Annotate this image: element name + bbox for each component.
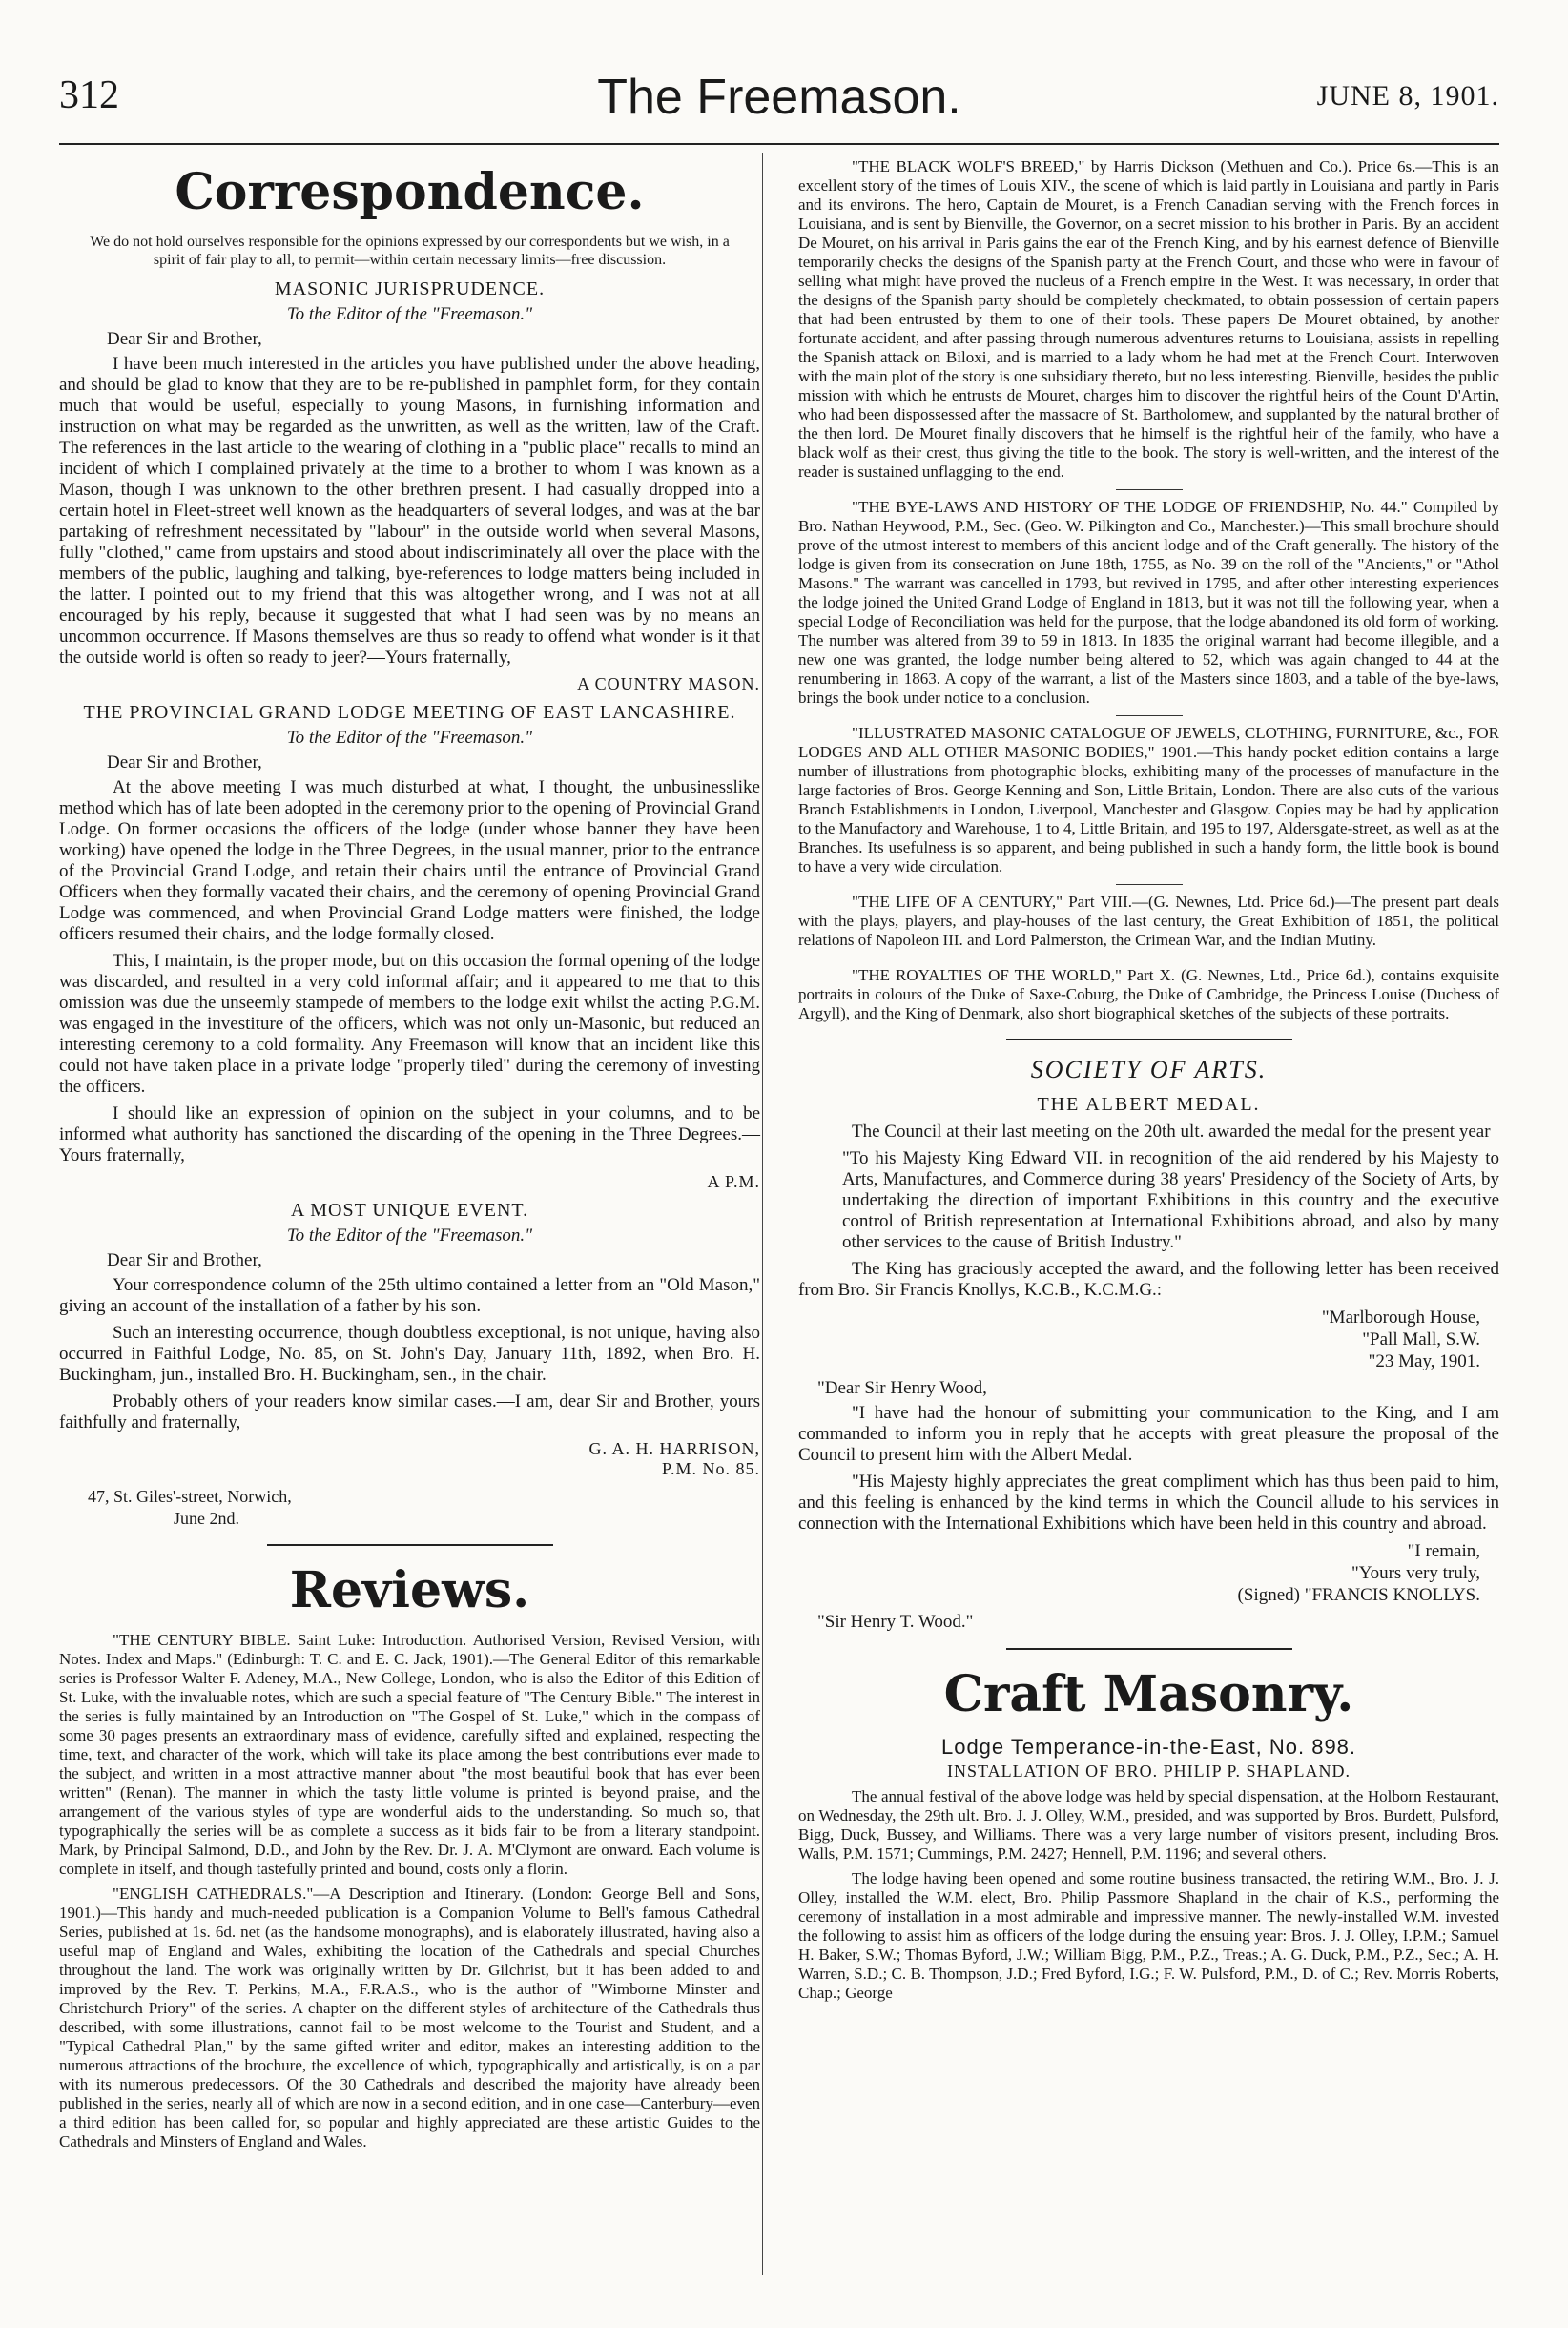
address-line: "Marlborough House,	[1321, 1308, 1480, 1328]
letter-close	[798, 1540, 1480, 1606]
letter-2-paragraph: At the above meeting I was much disturbed at what, I thought, the unbusinesslike method which has of late been adopted in the ceremony prior to the opening of Provincial Grand Lodge. On former occasions the officers of the lodge (under whose banner they have been working) have opened the lodge in the Three Degrees, in the usual manner, prior to the entrance of the Provincial Grand Lodge, and retain their chairs until the entrance of Provincial Grand Officers when they formally vacated their chairs, and the ceremony of opening Provincial Grand Lodge was commenced, and when Provincial Grand Lodge matters were finished, the lodge officers resumed their chairs, and the lodge formally closed.	[59, 777, 760, 944]
address-line: "Pall Mall, S.W.	[1362, 1329, 1480, 1349]
letter-1-salutation: Dear Sir and Brother,	[107, 329, 262, 349]
lodge-title: Lodge Temperance-in-the-East, No. 898.	[940, 1735, 1357, 1759]
letter-3-salutation: Dear Sir and Brother,	[107, 1250, 262, 1270]
letter-2-signature: A P.M.	[707, 1172, 760, 1191]
review-item: "THE BLACK WOLF'S BREED," by Harris Dickson (Methuen and Co.). Price 6s.—This is an excellent story of the times of Louis XIV., the scene of which is laid partly in Louisiana and partly in Paris and its environs. The hero, Captain de Mouret, is a French Canadian serving with the French forces in Louisiana, and is sent by Bienville, the Governor, on a secret mission to his brother in Paris. By an accident De Mouret, on his arrival in Paris gains the ear of the French King, and by his earnest defence of Bienville temporarily checks the designs of the Spanish party at the French Court, and those who were in favour of selling what might have proved the nucleus of a French empire in the West. It was necessary, in order that the designs of the Spanish party should be completely checkmated, to obtain possession of certain papers that had been entrusted by them to one of their tools. These papers De Mouret obtained, by another fortunate accident, and after passing through numerous adventures returns to Louisiana, assists in repelling the Spanish attack on Biloxi, and is married to a lady whom he had met at the French Court. Interwoven with the main plot of the story is one subsidiary thereto, but no less interesting. Bienville, besides the public mission with which he entrusts de Mouret, charges him to discover the rightful heirs of the Count D'Artin, who had been dispossessed after the massacre of St. Bartholomew, and supplanted by the natural brother of the then lord. De Mouret finally discovers that he himself is the rightful heir of the family, who have a black wolf as their crest, thus giving the title to the book. The story is well-written, and the interest of the reader is sustained unflagging to the end.	[798, 157, 1499, 481]
review-item: "THE CENTURY BIBLE. Saint Luke: Introduction. Authorised Version, Revised Version, with Notes. Index and Maps." (Edinburgh: T. C. and E. C. Jack, 1901).—The General Editor of this remarkable series is Professor Walter F. Adeney, M.A., New College, London, who is also the Editor of this Edition of St. Luke, with the invaluable notes, which are such a special feature of "The Century Bible." The interest in the series is fully maintained by an Introduction on "The Gospel of St. Luke," which in the compass of some 30 pages presents an extraordinary mass of evidence, carefully sifted and explained, respecting the time, text, and character of the work, which will take its place among the best contributions ever made to the subject, and written in a most attractive manner about "the most beautiful book that has ever been written" (Renan). The manner in which the tasty little volume is printed is beyond praise, and the arrangement of the various styles of type are wonderful aids to the understanding. So much so, that typographically the series will be as complete a success as it bids fair to be from a literary standpoint. Mark, by Principal Salmond, D.D., and John by the Rev. Dr. J. A. M'Clymont are onward. Each volume is complete in itself, and though tastefully printed and bound, costs only a florin.	[59, 1631, 760, 1878]
review-item: "THE ROYALTIES OF THE WORLD," Part X. (G. Newnes, Ltd., Price 6d.), contains exquisite portraits in colours of the Duke of Saxe-Coburg, the Duke of Cambridge, the Princess Louise (Duchess of Argyll), and the King of Denmark, also short biographical sketches of the subjects of these portraits.	[798, 966, 1499, 1022]
society-addressee: "Sir Henry T. Wood."	[817, 1612, 974, 1632]
review-item: "THE LIFE OF A CENTURY," Part VIII.—(G. Newnes, Ltd. Price 6d.)—The present part deals with the plays, players, and play-houses of the last century, the Great Exhibition of 1851, the political relations of Napoleon III. and Lord Palmerston, the Crimean War, and the Indian Mutiny.	[798, 893, 1499, 949]
letter-3-paragraph: Probably others of your readers know similar cases.—I am, dear Sir and Brother, yours faithfully and fraternally,	[59, 1391, 760, 1432]
section-rule	[1116, 489, 1183, 490]
left-column	[59, 157, 760, 2157]
letter-2-paragraph: This, I maintain, is the proper mode, but on this occasion the formal opening of the lodge was discarded, and resulted in a very cold informal affair; and it appeared to me that to this omission was due the unseemly stampede of members to the lodge exit whilst the acting P.G.M. was engaged in the investiture of the officers, which was not only un-Masonic, but reduced an interesting ceremony to a cold formality. Any Freemason will know that an incident like this could not have taken place in a private lodge "properly tiled" during the ceremony of investing the officers.	[59, 951, 760, 1097]
letter-1-to: To the Editor of the "Freemason."	[286, 304, 533, 324]
letter-2-title: THE PROVINCIAL GRAND LODGE MEETING OF EAST LANCASHIRE.	[83, 702, 736, 723]
letter-3-signature-line2: P.M. No. 85.	[661, 1459, 760, 1478]
craft-paragraph: The lodge having been opened and some routine business transacted, the retiring W.M., Bro. J. J. Olley, installed the W.M. elect, Bro. Philip Passmore Shapland in the chair of K.S., performing the ceremony of installation in a most admirable and impressive manner. The newly-installed W.M. invested the following to assist him as officers of the lodge during the ensuing year: Bros. J. J. Olley, I.P.M.; Samuel H. Baker, S.W.; Thomas Byford, J.W.; William Bigg, P.M., P.Z., Treas.; A. G. Duck, P.M., P.Z., Sec.; A. H. Warren, S.D.; C. B. Thompson, J.D.; Fred Byford, I.G.; F. W. Pulsford, P.M., D. of C.; Rev. Morris Roberts, Chap.; George	[798, 1869, 1499, 2002]
letter-2-paragraph: I should like an expression of opinion on the subject in your columns, and to be informed what authority has sanctioned the discarding of the opening in the Three Degrees.—Yours fraternally,	[59, 1103, 760, 1165]
section-rule	[1006, 1039, 1292, 1040]
craft-masonry-heading: Craft Masonry.	[943, 1665, 1354, 1723]
section-rule	[1116, 715, 1183, 716]
letter-1-body: I have been much interested in the articles you have published under the above heading, and should be glad to know that they are to be re-published in pamphlet form, for they contain much that would be useful, especially to young Masons, in furnishing information and instruction on what may be regarded as the unwritten, as well as the written, law of the Craft. The references in the last article to the wearing of clothing in a "public place" recalls to mind an incident of which I complained privately at the time to a brother to whom I was known as a Mason, though I was unknown to the other brethren present. I had casually dropped into a certain hotel in Fleet-street well known as the headquarters of several lodges, and was at the bar partaking of refreshment necessitated by "labour" in the outside world when several Masons, fully "clothed," came from upstairs and stood about indiscriminately all over the place with the members of the public, laughing and talking, bye-references to lodge matters being included in the latter. I pointed out to my friend that this was altogether wrong, and I was not at all encouraged by his reply, because it suggested that what I had seen was by no means an uncommon occurrence. If Masons themselves are thus so ready to offend what wonder is it that the outside world is often so ready to jeer?—Yours fraternally,	[59, 354, 760, 668]
letter-3-signature: G. A. H. HARRISON,	[588, 1439, 760, 1458]
letter-address	[798, 1307, 1480, 1372]
letter-3-paragraph: Such an interesting occurrence, though doubtless exceptional, is not unique, having also occurred in Faithful Lodge, No. 85, on St. John's Day, January 11th, 1892, when Bro. H. Buckingham, jun., installed Bro. H. Buckingham, sen., in the chair.	[59, 1323, 760, 1385]
letter-2-salutation: Dear Sir and Brother,	[107, 752, 262, 773]
letter-1-title: MASONIC JURISPRUDENCE.	[274, 278, 546, 299]
society-letter-paragraph: "I have had the honour of submitting your communication to the King, and I am commanded to inform you in reply that he accepts with great pleasure the proposal of the Council to present him with the Albert Medal.	[798, 1403, 1499, 1465]
review-item: "THE BYE-LAWS AND HISTORY OF THE LODGE OF FRIENDSHIP, No. 44." Compiled by Bro. Nathan Heywood, P.M., Sec. (Geo. W. Pilkington and Co., Manchester.)—This small brochure should prove of the utmost interest to members of this ancient lodge and of the Craft generally. The history of the lodge is given from its consecration on June 18th, 1755, as No. 39 on the roll of the "Ancients," or "Athol Masons." The warrant was cancelled in 1793, but revived in 1795, and after other interesting experiences the lodge joined the United Grand Lodge of England in 1813, but it was not till the following year, when a special Lodge of Reconciliation was held for the purpose, that the lodge abandoned its old form of working. The number was altered from 39 to 59 in 1813. In 1835 the original warrant had become illegible, and a new one was granted, the lodge number being altered to 52, which was again changed to 44 at the renumbering in 1863. A copy of the warrant, a list of the Masters since 1803, and a table of the bye-laws, brings the book under notice to a conclusion.	[798, 498, 1499, 707]
close-line: "I remain,	[1407, 1541, 1480, 1561]
society-paragraph: The King has graciously accepted the award, and the following letter has been received from Bro. Sir Francis Knollys, K.C.B., K.C.M.G.:	[798, 1259, 1499, 1300]
society-subheading: THE ALBERT MEDAL.	[1037, 1094, 1261, 1115]
editorial-disclaimer: We do not hold ourselves responsible for the opinions expressed by our correspondents but we wish, in a spirit of fair play to all, to permit—within certain necessary limits—free discussion.	[90, 234, 730, 268]
review-item: "ILLUSTRATED MASONIC CATALOGUE OF JEWELS, CLOTHING, FURNITURE, &c., FOR LODGES AND ALL OTHER MASONIC BODIES," 1901.—This handy pocket edition contains a large number of illustrations from photographic blocks, exhibiting many of the processes of manufacture in the large factories of Bros. George Kenning and Son, Little Britain, London. There are also cuts of the various Branch Establishments in London, Liverpool, Manchester and Glasgow. Copies may be had by application to the Manufactory and Warehouse, 1 to 4, Little Britain, and 195 to 197, Aldersgate-street, as well as at the Branches. Its usefulness is so apparent, and being published in such a handy form, the little book is bound to have a very wide circulation.	[798, 724, 1499, 876]
letter-3-address: 47, St. Giles'-street, Norwich,	[88, 1487, 292, 1506]
society-salutation: "Dear Sir Henry Wood,	[817, 1378, 987, 1398]
issue-date: JUNE 8, 1901.	[1316, 80, 1499, 112]
section-rule	[267, 1544, 553, 1546]
craft-paragraph: The annual festival of the above lodge was held by special dispensation, at the Holborn Restaurant, on Wednesday, the 29th ult. Bro. J. J. Olley, W.M., presided, and was supported by Bros. Burdett, Pulsford, Bigg, Duck, Bussey, and Williams. There was a very large number of visitors present, including Bros. Walls, P.M. 1571; Cummings, P.M. 2427; Hennell, P.M. 1196; and several others.	[798, 1787, 1499, 1863]
page-header	[59, 67, 1499, 145]
page-number: 312	[59, 73, 119, 117]
masthead-title: The Freemason.	[597, 70, 961, 125]
society-heading: SOCIETY OF ARTS.	[1030, 1056, 1268, 1083]
close-line: (Signed) "FRANCIS KNOLLYS.	[1237, 1585, 1480, 1605]
section-rule	[1116, 884, 1183, 885]
reviews-heading: Reviews.	[289, 1561, 530, 1619]
society-quote: "To his Majesty King Edward VII. in recognition of the aid rendered by his Majesty to Arts, Manufactures, and Commerce during 38 years' Presidency of the Society of Arts, by undertaking the direction of important Exhibitions in this country and the executive control of British representation at International Exhibitions abroad, and also by many other services to the cause of British Industry."	[842, 1148, 1499, 1252]
correspondence-heading: Correspondence.	[175, 163, 645, 221]
society-intro: The Council at their last meeting on the 20th ult. awarded the medal for the present year	[852, 1122, 1491, 1142]
address-line: "23 May, 1901.	[1368, 1351, 1480, 1371]
section-rule	[1006, 1648, 1292, 1650]
close-line: "Yours very truly,	[1351, 1563, 1480, 1583]
society-letter-paragraph: "His Majesty highly appreciates the great compliment which has thus been paid to him, and this feeling is enhanced by the kind terms in which the Council allude to his services in connection with the International Exhibitions which have been held in this country and abroad.	[798, 1472, 1499, 1534]
installation-title: INSTALLATION OF BRO. PHILIP P. SHAPLAND.	[947, 1761, 1351, 1781]
letter-3-title: A MOST UNIQUE EVENT.	[290, 1200, 529, 1221]
right-column	[798, 157, 1499, 2009]
letter-3-paragraph: Your correspondence column of the 25th ultimo contained a letter from an "Old Mason," giving an account of the installation of a father by his son.	[59, 1275, 760, 1316]
letter-3-to: To the Editor of the "Freemason."	[286, 1226, 533, 1246]
column-divider	[762, 153, 763, 2275]
letter-3-date: June 2nd.	[174, 1509, 239, 1528]
letter-1-signature: A COUNTRY MASON.	[577, 674, 760, 693]
letter-2-to: To the Editor of the "Freemason."	[286, 728, 533, 748]
review-item: "ENGLISH CATHEDRALS."—A Description and Itinerary. (London: George Bell and Sons, 1901.)—This handy and much-needed publication is a Companion Volume to Bell's famous Cathedral Series, published at 1s. 6d. net (as the handsome monographs), and is elaborately illustrated, having also a useful map of England and Wales, exhibiting the location of the Cathedrals and special Churches throughout the land. The work was originally written by Dr. Gilchrist, but it has been added to and improved by the Rev. T. Perkins, M.A., F.R.A.S., who is the author of "Wimborne Minster and Christchurch Priory" of the series. A chapter on the different styles of architecture of the Cathedrals thus described, with some illustrations, cannot fail to be most welcome to the Tourist and Student, and a "Typical Cathedral Plan," by the same gifted writer and editor, makes an interesting addition to the numerous attractions of the brochure, the excellence of which, typographically and artistically, is on a par with its numerous predecessors. Of the 30 Cathedrals and described the majority have already been published in the series, nearly all of which are now in a second edition, and in one case—Canterbury—even a third edition has been called for, so popular and highly appreciated are these artistic Guides to the Cathedrals and Minsters of England and Wales.	[59, 1885, 760, 2151]
